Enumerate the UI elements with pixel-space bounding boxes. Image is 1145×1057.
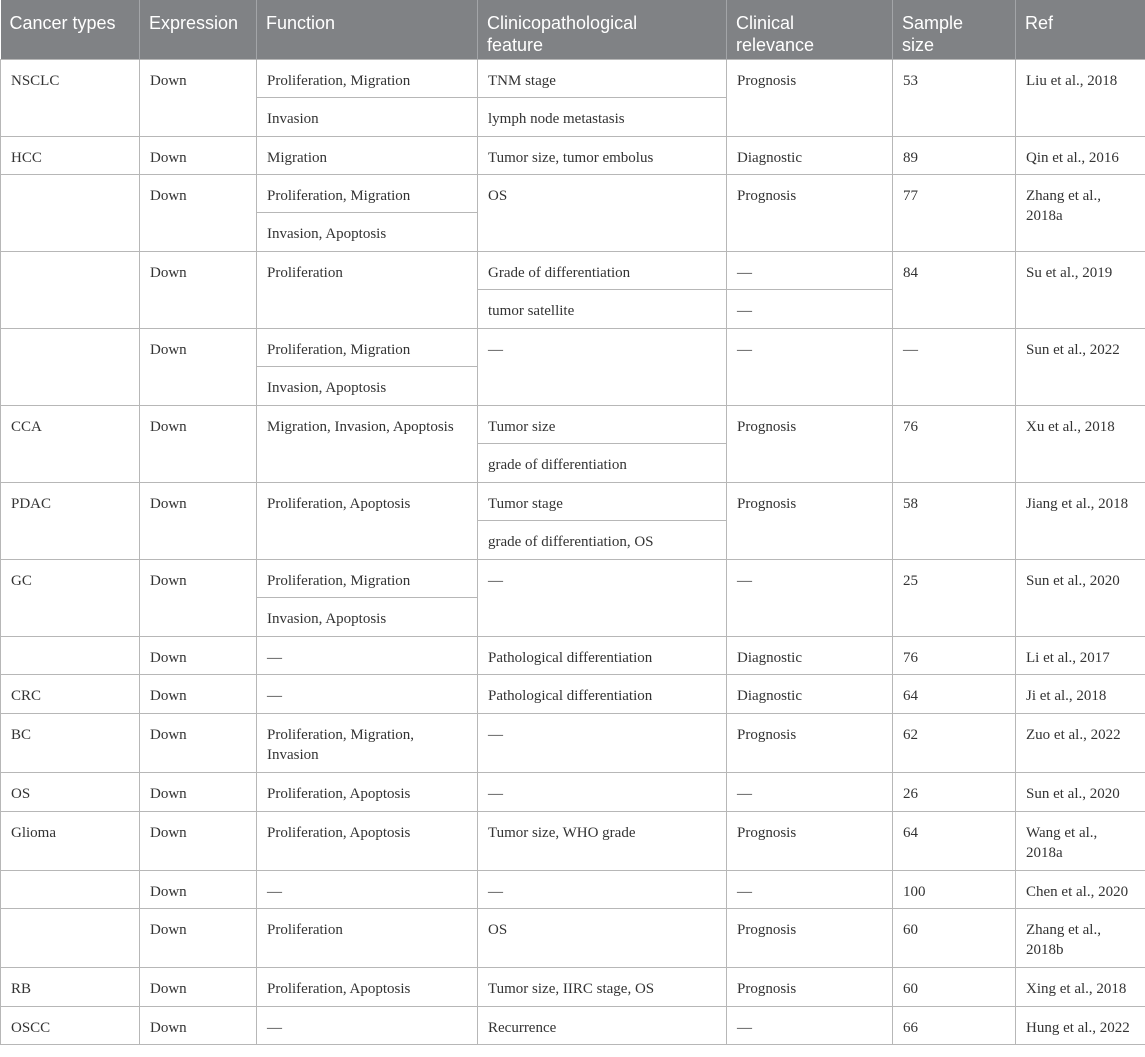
- cell-ref: Su et al., 2019: [1016, 251, 1145, 328]
- cell-cancer-type: [1, 636, 140, 674]
- header-row: [1, 0, 1145, 59]
- cell-function: Migration: [257, 136, 478, 174]
- cell-relevance: —: [727, 559, 893, 636]
- cell-feature: grade of differentiation, OS: [478, 520, 727, 559]
- cell-sample-size: 58: [893, 482, 1016, 559]
- cell-sample-size: 53: [893, 59, 1016, 136]
- cell-function: —: [257, 636, 478, 674]
- cell-expression: Down: [140, 811, 257, 870]
- cell-expression: Down: [140, 713, 257, 772]
- cell-relevance: Diagnostic: [727, 636, 893, 674]
- cell-relevance: Prognosis: [727, 482, 893, 559]
- cell-feature: —: [478, 328, 727, 405]
- cell-relevance: Prognosis: [727, 908, 893, 967]
- cell-feature: —: [478, 772, 727, 811]
- cell-feature: —: [478, 559, 727, 636]
- cell-function: Proliferation: [257, 908, 478, 967]
- cell-sample-size: 66: [893, 1006, 1016, 1044]
- header-clinical-relevance: Clinical relevance: [727, 0, 893, 59]
- header-sample-size: Sample size: [893, 0, 1016, 59]
- cell-sample-size: 84: [893, 251, 1016, 328]
- cell-feature: grade of differentiation: [478, 443, 727, 482]
- header-function: Function: [257, 0, 478, 59]
- cell-cancer-type: [1, 328, 140, 405]
- cell-expression: Down: [140, 174, 257, 251]
- table-row: [1, 405, 1145, 443]
- cell-relevance: —: [727, 289, 893, 328]
- cell-feature: Tumor stage: [478, 482, 727, 520]
- cell-function: —: [257, 870, 478, 908]
- cell-function: Invasion, Apoptosis: [257, 212, 478, 251]
- cell-ref: Ji et al., 2018: [1016, 674, 1145, 713]
- cell-ref: Liu et al., 2018: [1016, 59, 1145, 136]
- cell-feature: Pathological differentiation: [478, 674, 727, 713]
- cell-cancer-type: Glioma: [1, 811, 140, 870]
- table-header: [1, 0, 1145, 59]
- cell-sample-size: 89: [893, 136, 1016, 174]
- cell-ref: Jiang et al., 2018: [1016, 482, 1145, 559]
- cell-sample-size: 77: [893, 174, 1016, 251]
- cell-expression: Down: [140, 328, 257, 405]
- cell-function: Proliferation, Apoptosis: [257, 482, 478, 559]
- cell-relevance: Prognosis: [727, 967, 893, 1006]
- cell-ref: Wang et al., 2018a: [1016, 811, 1145, 870]
- table-row: [1, 908, 1145, 967]
- table-row: [1, 328, 1145, 366]
- cell-cancer-type: [1, 908, 140, 967]
- cell-feature: Tumor size, WHO grade: [478, 811, 727, 870]
- header-expression: Expression: [140, 0, 257, 59]
- table-row: [1, 1006, 1145, 1044]
- cell-ref: Zhang et al., 2018b: [1016, 908, 1145, 967]
- table-row: [1, 772, 1145, 811]
- cell-function: Proliferation, Apoptosis: [257, 967, 478, 1006]
- cell-function: Proliferation, Apoptosis: [257, 772, 478, 811]
- cell-ref: Zuo et al., 2022: [1016, 713, 1145, 772]
- cell-feature: Tumor size: [478, 405, 727, 443]
- cell-sample-size: 100: [893, 870, 1016, 908]
- cell-cancer-type: [1, 251, 140, 328]
- table-row: [1, 967, 1145, 1006]
- cell-feature: Pathological differentiation: [478, 636, 727, 674]
- cell-feature: OS: [478, 908, 727, 967]
- cell-relevance: Prognosis: [727, 713, 893, 772]
- cell-relevance: —: [727, 1006, 893, 1044]
- table-row: [1, 136, 1145, 174]
- cell-function: Proliferation, Migration: [257, 174, 478, 212]
- cell-cancer-type: BC: [1, 713, 140, 772]
- table-row: [1, 174, 1145, 212]
- cell-expression: Down: [140, 59, 257, 136]
- cell-ref: Xu et al., 2018: [1016, 405, 1145, 482]
- table-row: [1, 870, 1145, 908]
- table-row: [1, 636, 1145, 674]
- cell-relevance: Prognosis: [727, 174, 893, 251]
- cell-feature: tumor satellite: [478, 289, 727, 328]
- cell-sample-size: 76: [893, 405, 1016, 482]
- cell-cancer-type: NSCLC: [1, 59, 140, 136]
- cell-relevance: Diagnostic: [727, 674, 893, 713]
- cell-function: Proliferation: [257, 251, 478, 328]
- table-row: [1, 713, 1145, 772]
- table-row: [1, 559, 1145, 597]
- cell-relevance: Prognosis: [727, 405, 893, 482]
- cell-feature: Recurrence: [478, 1006, 727, 1044]
- cell-expression: Down: [140, 674, 257, 713]
- cell-relevance: Prognosis: [727, 59, 893, 136]
- cell-ref: Xing et al., 2018: [1016, 967, 1145, 1006]
- cell-function: Invasion, Apoptosis: [257, 597, 478, 636]
- header-clinicopathological-feature: Clinicopathological feature: [478, 0, 727, 59]
- cell-cancer-type: RB: [1, 967, 140, 1006]
- cell-cancer-type: CRC: [1, 674, 140, 713]
- cell-sample-size: 60: [893, 908, 1016, 967]
- header-ref: Ref: [1016, 0, 1145, 59]
- cell-function: Invasion: [257, 97, 478, 136]
- cell-relevance: —: [727, 251, 893, 289]
- cell-relevance: —: [727, 870, 893, 908]
- cell-function: Proliferation, Migration: [257, 559, 478, 597]
- cell-feature: —: [478, 713, 727, 772]
- cell-ref: Hung et al., 2022: [1016, 1006, 1145, 1044]
- cell-function: Migration, Invasion, Apoptosis: [257, 405, 478, 482]
- cell-sample-size: 64: [893, 811, 1016, 870]
- cell-feature: TNM stage: [478, 59, 727, 97]
- cell-relevance: Prognosis: [727, 811, 893, 870]
- cell-ref: Chen et al., 2020: [1016, 870, 1145, 908]
- cell-function: Proliferation, Migration, Invasion: [257, 713, 478, 772]
- table-body: [1, 59, 1145, 1044]
- cell-feature: Tumor size, IIRC stage, OS: [478, 967, 727, 1006]
- cell-relevance: —: [727, 772, 893, 811]
- cell-function: Proliferation, Migration: [257, 328, 478, 366]
- cell-feature: Tumor size, tumor embolus: [478, 136, 727, 174]
- cell-relevance: Diagnostic: [727, 136, 893, 174]
- cell-sample-size: 62: [893, 713, 1016, 772]
- cell-ref: Sun et al., 2020: [1016, 559, 1145, 636]
- cell-cancer-type: OS: [1, 772, 140, 811]
- cell-ref: Zhang et al., 2018a: [1016, 174, 1145, 251]
- cell-cancer-type: HCC: [1, 136, 140, 174]
- table-row: [1, 251, 1145, 289]
- cell-function: Invasion, Apoptosis: [257, 366, 478, 405]
- table-row: [1, 59, 1145, 97]
- cell-feature: Grade of differentiation: [478, 251, 727, 289]
- cell-function: —: [257, 674, 478, 713]
- cell-expression: Down: [140, 636, 257, 674]
- cell-expression: Down: [140, 405, 257, 482]
- cell-cancer-type: PDAC: [1, 482, 140, 559]
- cell-function: Proliferation, Migration: [257, 59, 478, 97]
- cell-function: Proliferation, Apoptosis: [257, 811, 478, 870]
- cell-relevance: —: [727, 328, 893, 405]
- cell-cancer-type: [1, 174, 140, 251]
- cell-sample-size: 76: [893, 636, 1016, 674]
- cell-ref: Qin et al., 2016: [1016, 136, 1145, 174]
- cell-expression: Down: [140, 136, 257, 174]
- cell-sample-size: 26: [893, 772, 1016, 811]
- cell-feature: —: [478, 870, 727, 908]
- cell-sample-size: 60: [893, 967, 1016, 1006]
- cell-sample-size: —: [893, 328, 1016, 405]
- cell-sample-size: 25: [893, 559, 1016, 636]
- cell-ref: Sun et al., 2020: [1016, 772, 1145, 811]
- table-row: [1, 674, 1145, 713]
- cell-function: —: [257, 1006, 478, 1044]
- cell-expression: Down: [140, 870, 257, 908]
- cell-expression: Down: [140, 559, 257, 636]
- table-row: [1, 482, 1145, 520]
- cell-ref: Li et al., 2017: [1016, 636, 1145, 674]
- header-cancer-types: Cancer types: [1, 0, 140, 59]
- cell-cancer-type: [1, 870, 140, 908]
- cell-expression: Down: [140, 251, 257, 328]
- cell-expression: Down: [140, 908, 257, 967]
- cell-cancer-type: GC: [1, 559, 140, 636]
- cell-ref: Sun et al., 2022: [1016, 328, 1145, 405]
- cell-expression: Down: [140, 1006, 257, 1044]
- cell-expression: Down: [140, 772, 257, 811]
- cell-cancer-type: OSCC: [1, 1006, 140, 1044]
- cell-expression: Down: [140, 967, 257, 1006]
- cell-feature: OS: [478, 174, 727, 251]
- cell-cancer-type: CCA: [1, 405, 140, 482]
- table-row: [1, 811, 1145, 870]
- cell-feature: lymph node metastasis: [478, 97, 727, 136]
- cell-sample-size: 64: [893, 674, 1016, 713]
- cell-expression: Down: [140, 482, 257, 559]
